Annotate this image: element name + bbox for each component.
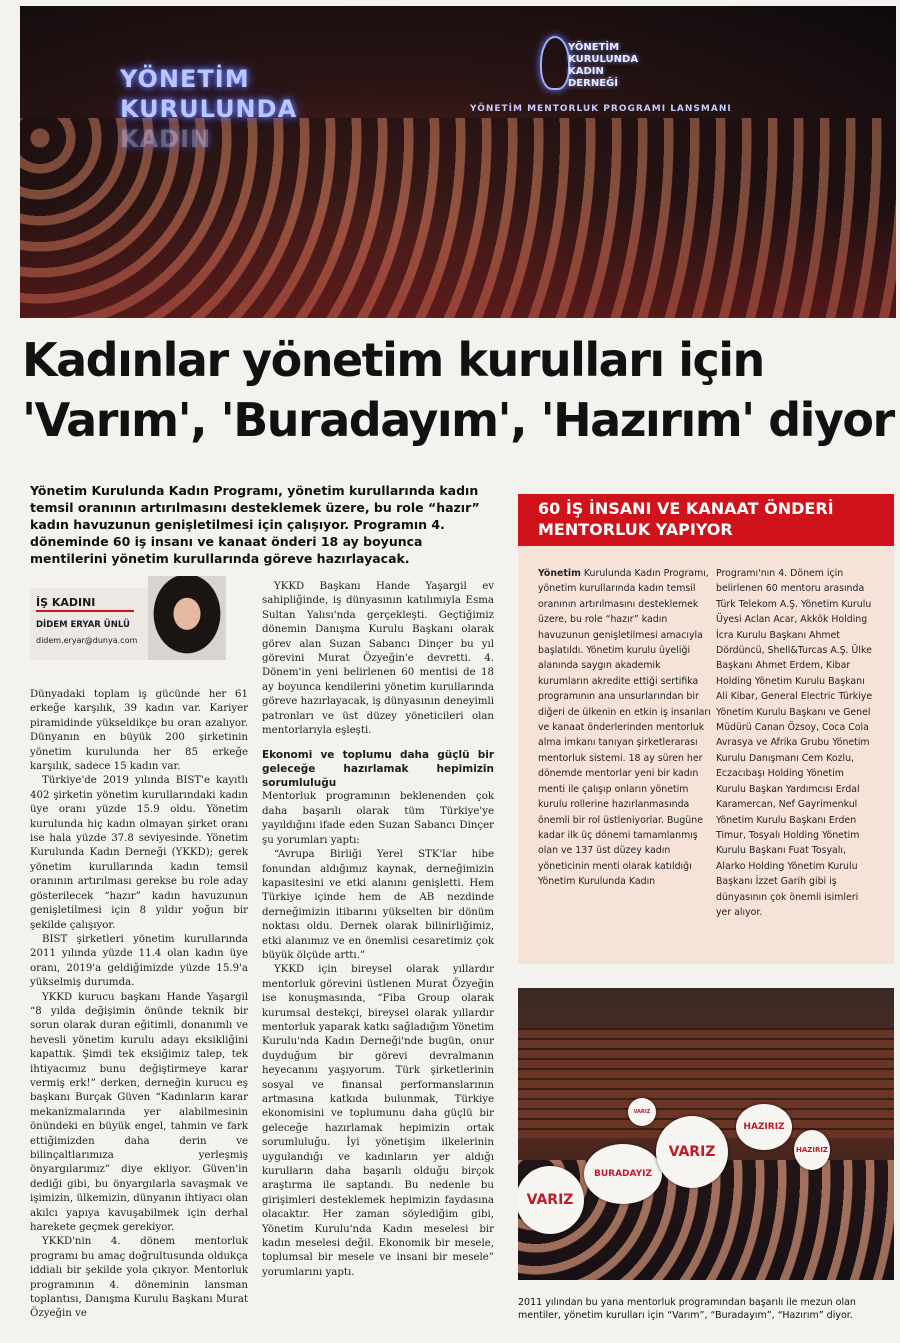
neon-sign-right <box>568 42 638 90</box>
paragraph: YKKD kurucu başkanı Hande Yaşargil “8 yılda değişimin önünde teknik bir sorun olarak duran eğitimli, donanımlı ve hevesli yönetim kurulu adayı eksikliğini kapattık. Şimdi tek eksiğimiz talep, tek ihtiyacımız bunu değiştirmeye karar vermiş erk!” derken, derneğin kurucu eş başkanı Burçak Güven “Kadınların karar mekanizmalarında yer alabilmesinin önündeki en büyük engel, tahmin ve fark ettiğimizden daha derin ve bilinçaltlarımıza yerleşmiş önyargılarımız” diye ekliyor. Güven'in dediği gibi, bu önyargılarla savaşmak ve işimizin, ülkemizin, dünyanın ihtiyacı olan akılcı yapıya kavuşabilmek için derhal harekete geçmek gerekiyor. <box>30 991 248 1234</box>
paragraph: Dünyadaki toplam iş gücünde her 61 erkeğe karşılık, 39 kadın var. Kariyer piramidinde yükseldikçe bu oran azalıyor. Dünyanın en büyük 200 şirketinin yönetim kurulunda her 85 erkeğe karşılık, sadece 15 kadın var. <box>30 689 248 773</box>
bottom-photo <box>518 988 894 1280</box>
sidebar-column-2 <box>716 566 876 920</box>
sidebar-paragraph <box>538 566 713 890</box>
article-column-2 <box>262 580 494 1280</box>
neon-line: KADIN <box>120 125 212 153</box>
sidebar-lead-word: Yönetim <box>538 568 581 579</box>
headline-line-1: Kadınlar yönetim kurulları için <box>22 333 764 387</box>
placard: VARIZ <box>656 1116 728 1188</box>
placard: BURADAYIZ <box>584 1144 662 1204</box>
placard: HAZIRIZ <box>736 1104 792 1150</box>
event-banner: YÖNETİM MENTORLUK PROGRAMI LANSMANI <box>470 104 732 114</box>
headline-line-2: 'Varım', 'Buradayım', 'Hazırım' diyor <box>22 393 894 447</box>
association-logo-icon <box>540 36 570 90</box>
sidebar-column-1 <box>538 566 713 890</box>
paragraph: YKKD Başkanı Hande Yaşargil ev sahipliğinde, iş dünyasının katılımıyla Esma Sultan Yalısı'nda gerçekleşti. Geçtiğimiz dönemin Danışma Kurulu Başkanı olarak görev alan Suzan Sabancı Dinçer bu yıl görevini Murat Özyeğin'e devretti. 4. Dönem'in yeni belirlenen 60 mentisi de 18 ay boyunca kendilerini yönetim kurullarında göreve hazırlayacak, iş dünyasının deneyimli patronları ve üst düzey yöneticileri olan mentorlarıyla eşleşti. <box>262 581 494 737</box>
article-lead: Yönetim Kurulunda Kadın Programı, yönetim kurullarında kadın temsil oranının artırılmasını desteklemek üzere, bu role “hazır” kadın havuzunun genişletilmesi için çalışıyor. Programın 4. döneminde 60 iş insanı ve kanaat önderi 18 ay boyunca mentilerini yönetim kurullarında göreve hazırlayacak. <box>30 483 480 566</box>
section-rule <box>36 610 134 612</box>
paragraph: Türkiye'de 2019 yılında BIST'e kayıtlı 402 şirketin yönetim kurullarındaki kadın üye oranı yüzde 15.9 oldu. Yönetim kurulunda hiç kadın olmayan şirket oranı ise hala yüzde 37.8 seviyesinde. Yönetim Kurulunda Kadın Derneği (YKKD); gerek yönetim kurullarında kadın temsil oranının artırılması gerekse bu role aday gösterilecek “hazır” kadın havuzunun genişletilmesi için 8 yıldır yoğun bir şekilde çalışıyor. <box>30 775 248 931</box>
paragraph: YKKD'nin 4. dönem mentorluk programı bu amaç doğrultusunda oldukça iddialı bir şekilde yola çıkıyor. Mentorluk programının 4. döneminin lansman toplantısı, Danışma Kurulu Başkanı Murat Özyeğin ve <box>30 1236 248 1320</box>
subheading: Ekonomi ve toplumu daha güçlü bir geleceğe hazırlamak hepimizin sorumluluğu <box>262 749 494 790</box>
placard: VARIZ <box>518 1166 584 1234</box>
stage-glow <box>20 198 896 318</box>
article-column-1 <box>30 688 248 1322</box>
neon-line: KURULUNDA <box>568 54 639 65</box>
author-email: didem.eryar@dunya.com <box>36 636 138 645</box>
columnist-box <box>30 588 226 660</box>
neon-line: YÖNETİM <box>568 42 620 53</box>
article-headline <box>22 330 898 450</box>
section-label: İŞ KADINI <box>36 596 96 609</box>
paragraph: Mentorluk programının beklenenden çok daha başarılı olarak tüm Türkiye'ye yayıldığını ifade eden Suzan Sabancı Dinçer şu yorumları yaptı: <box>262 791 494 846</box>
author-name: DİDEM ERYAR ÜNLÜ <box>36 620 130 630</box>
neon-line: DERNEĞİ <box>568 78 618 89</box>
neon-line: KURULUNDA <box>120 95 298 123</box>
placard: VARIZ <box>628 1098 656 1126</box>
photo-caption: 2011 yılından bu yana mentorluk programından başarılı ile mezun olan mentiler, yönetim kurulları için “Varım”, “Buradayım”, “Hazırım” diyor. <box>518 1297 856 1321</box>
paragraph: YKKD için bireysel olarak yıllardır mentorluk görevini üstlenen Murat Özyeğin ise konuşmasında, “Fiba Group olarak kurumsal destekçi, bireysel olarak yıllardır mentorluk yaparak katkı sağladığım Yönetim Kurulu'nda Kadın Derneği'nde bugün, onur duyduğum bir görevi devralmanın heyecanını yaşıyorum. Türk şirketlerinin sosyal ve finansal performanslarının artmasına katkıda bulunmak, Türkiye ekonomisini ve toplumunu daha güçlü bir geleceğe hazırlamak hepimizin ortak sorumluluğu. İyi yönetişim ilkelerinin uygulandığı ve kadınların yer aldığı kurulların daha başarılı olduğu birçok araştırma ile saptandı. Bu nedenle bu girişimleri desteklemek hepimizin faydasına olacaktır. Her zaman söylediğim gibi, Yönetim Kurulu'nda Kadın meselesi bir kadın meselesi değil. Ekonomik bir mesele, toplumsal bir mesele ve insani bir mesele” yorumlarını yaptı. <box>262 964 494 1278</box>
neon-line: KADIN <box>568 66 604 77</box>
placard: HAZIRIZ <box>794 1130 830 1170</box>
sidebar-paragraph: Programı'nın 4. Dönem için belirlenen 60 mentoru arasında Türk Telekom A.Ş. Yönetim Kurulu Üyesi Aclan Acar, Akkök Holding İcra Kurulu Başkanı Ahmet Dördüncü, Shell&Turcas A.Ş. Ülke Başkanı Ahmet Erdem, Kibar Holding Yönetim Kurulu Başkanı Ali Kibar, General Electric Türkiye Yönetim Kurulu Başkanı ve Genel Müdürü Canan Özsoy, Coca Cola Avrasya ve Afrika Grubu Yönetim Kurulu Danışmanı Cem Kozlu, Eczacıbaşı Holding Yönetim Kurulu Başkan Yardımcısı Erdal Karamercan, Nef Gayrimenkul Yönetim Kurulu Başkanı Erden Timur, Tosyalı Holding Yönetim Kurulu Başkanı Fuat Tosyalı, Alarko Holding Yönetim Kurulu Başkanı İzzet Garih gibi iş dünyasının çok önemli isimleri yer alıyor. <box>716 568 873 918</box>
sidebar-text: Kurulunda Kadın Programı, yönetim kurullarında kadın temsil oranının artırılmasını desteklemek üzere, bu role “hazır” kadın havuzunun genişletilmesi amacıyla başlatıldı. Yönetim kurulu üyeliği alanında saygın akademik kurumların akredite ettiği sertifika programının ana unsurlarından bir diğeri de ülkenin en etkin iş insanları ve kanaat önderlerinden mentorluk alma imkanı tanıyan şirketlerarası mentorluk sistemi. 18 ay süren her dönemde mentorlar yeni bir kadın menti ile çalışıp onların yönetim kurulu rollerine hazırlanmasında önemli bir rol üstleniyorlar. Bugüne kadar ilk üç dönemi tamamlanmış olan ve 137 üst düzey kadın yöneticinin menti olarak katıldığı Yönetim Kurulunda Kadın <box>538 568 711 888</box>
top-photo <box>20 6 896 318</box>
paragraph: “Avrupa Birliği Yerel STK'lar hibe fonundan aldığımız kaynak, derneğimizin kapasitesini ve etki alanını genişletti. Hem Türkiye içinde hem de AB nezdinde derneğimizin itibarını yükselten bir dönüm noktası oldu. Dernek olarak bilinirliğimiz, etki alanımız ve en önemlisi cesaretimiz çok büyük ölçüde arttı.” <box>262 849 494 961</box>
author-portrait <box>148 576 226 660</box>
neon-sign-left <box>120 64 297 154</box>
neon-line: YÖNETİM <box>120 65 250 93</box>
sidebar-box <box>518 494 894 964</box>
paragraph: BIST şirketleri yönetim kurullarında 2011 yılında yüzde 11.4 olan kadın üye oranı, 2019'a geldiğimizde yüzde 15.9'a yükselmiş durumda. <box>30 933 248 989</box>
sidebar-title: 60 İŞ İNSANI VE KANAAT ÖNDERİ MENTORLUK YAPIYOR <box>538 499 834 539</box>
